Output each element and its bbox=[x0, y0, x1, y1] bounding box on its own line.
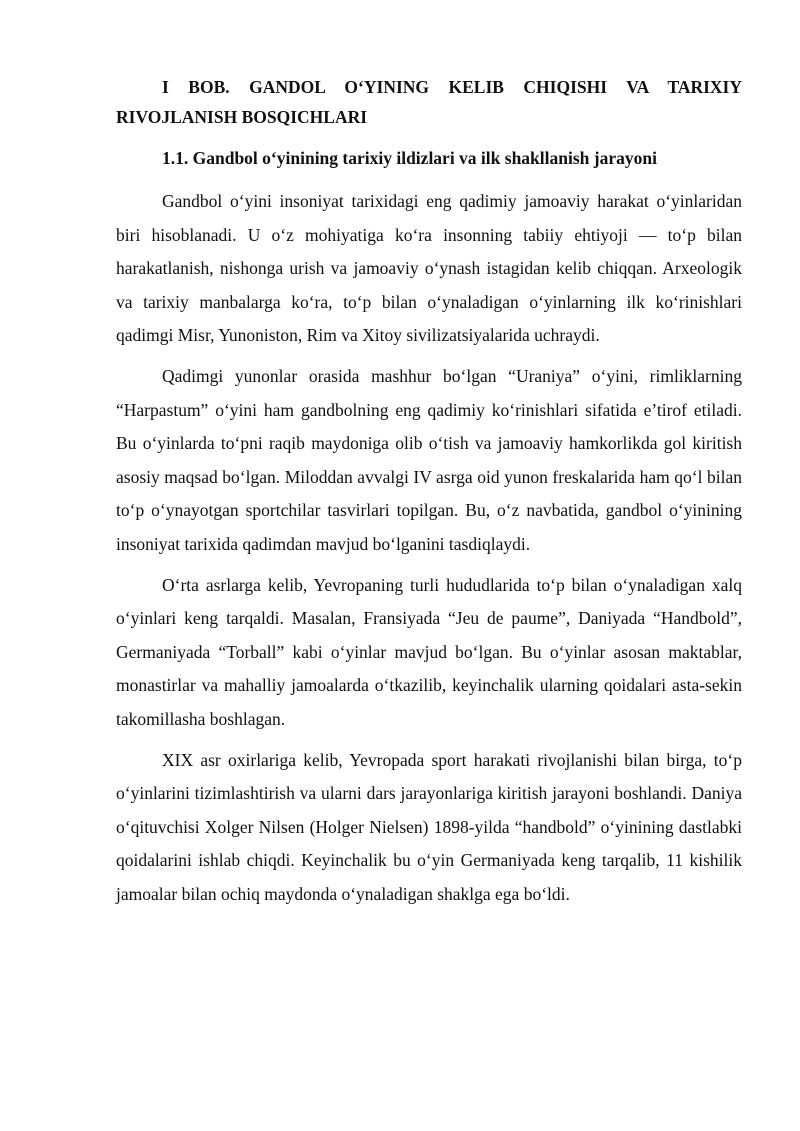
paragraph-4: XIX asr oxirlariga kelib, Yevropada sport harakati rivojlanishi bilan birga, to‘p o‘yinlarini tizimlashtirish va ularni dars jarayonlariga kiritish jarayoni boshlandi. Daniya o‘qituvchisi Xolger Nilsen (Holger Nielsen) 1898-yilda “handbold” o‘yinining dastlabki qoidalarini ishlab chiqdi. Keyinchalik bu o‘yin Germaniyada keng tarqalib, 11 kishilik jamoalar bilan ochiq maydonda o‘ynaladigan shaklga ega bo‘ldi. bbox=[116, 749, 742, 904]
section-title: 1.1. Gandbol o‘yinining tarixiy ildizlari va ilk shakllanish jarayoni bbox=[162, 148, 657, 168]
chapter-title: I BOB. GANDOL O‘YINING KELIB CHIQISHI VA TARIXIY RIVOJLANISH BOSQICHLARI bbox=[116, 77, 742, 127]
paragraph-2: Qadimgi yunonlar orasida mashhur bo‘lgan “Uraniya” o‘yini, rimliklarning “Harpastum” o‘yini ham gandbolning eng qadimiy ko‘rinishlari sifatida e’tirof etiladi. Bu o‘yinlarda to‘pni raqib maydoniga olib o‘tish va jamoaviy hamkorlikda gol kiritish asosiy maqsad bo‘lgan. Miloddan avvalgi IV asrga oid yunon freskalarida ham qo‘l bilan to‘p o‘ynayotgan sportchilar tasvirlari topilgan. Bu, o‘z navbatida, gandbol o‘yinining insoniyat tarixida qadimdan mavjud bo‘lganini tasdiqlaydi. bbox=[116, 365, 742, 554]
paragraph-3: O‘rta asrlarga kelib, Yevropaning turli hududlarida to‘p bilan o‘ynaladigan xalq o‘yinlari keng tarqaldi. Masalan, Fransiyada “Jeu de paume”, Daniyada “Handbold”, Germaniyada “Torball” kabi o‘yinlar mavjud bo‘lgan. Bu o‘yinlar asosan maktablar, monastirlar va mahalliy jamoalarda o‘tkazilib, keyinchalik ularning qoidalari asta-sekin takomillasha boshlagan. bbox=[116, 574, 742, 729]
paragraph-1: Gandbol o‘yini insoniyat tarixidagi eng qadimiy jamoaviy harakat o‘yinlaridan biri hisoblanadi. U o‘z mohiyatiga ko‘ra insonning tabiiy ehtiyoji — to‘p bilan harakatlanish, nishonga urish va jamoaviy o‘ynash istagidan kelib chiqqan. Arxeologik va tarixiy manbalarga ko‘ra, to‘p bilan o‘ynaladigan o‘yinlarning ilk ko‘rinishlari qadimgi Misr, Yunoniston, Rim va Xitoy sivilizatsiyalarida uchraydi. bbox=[116, 191, 742, 346]
